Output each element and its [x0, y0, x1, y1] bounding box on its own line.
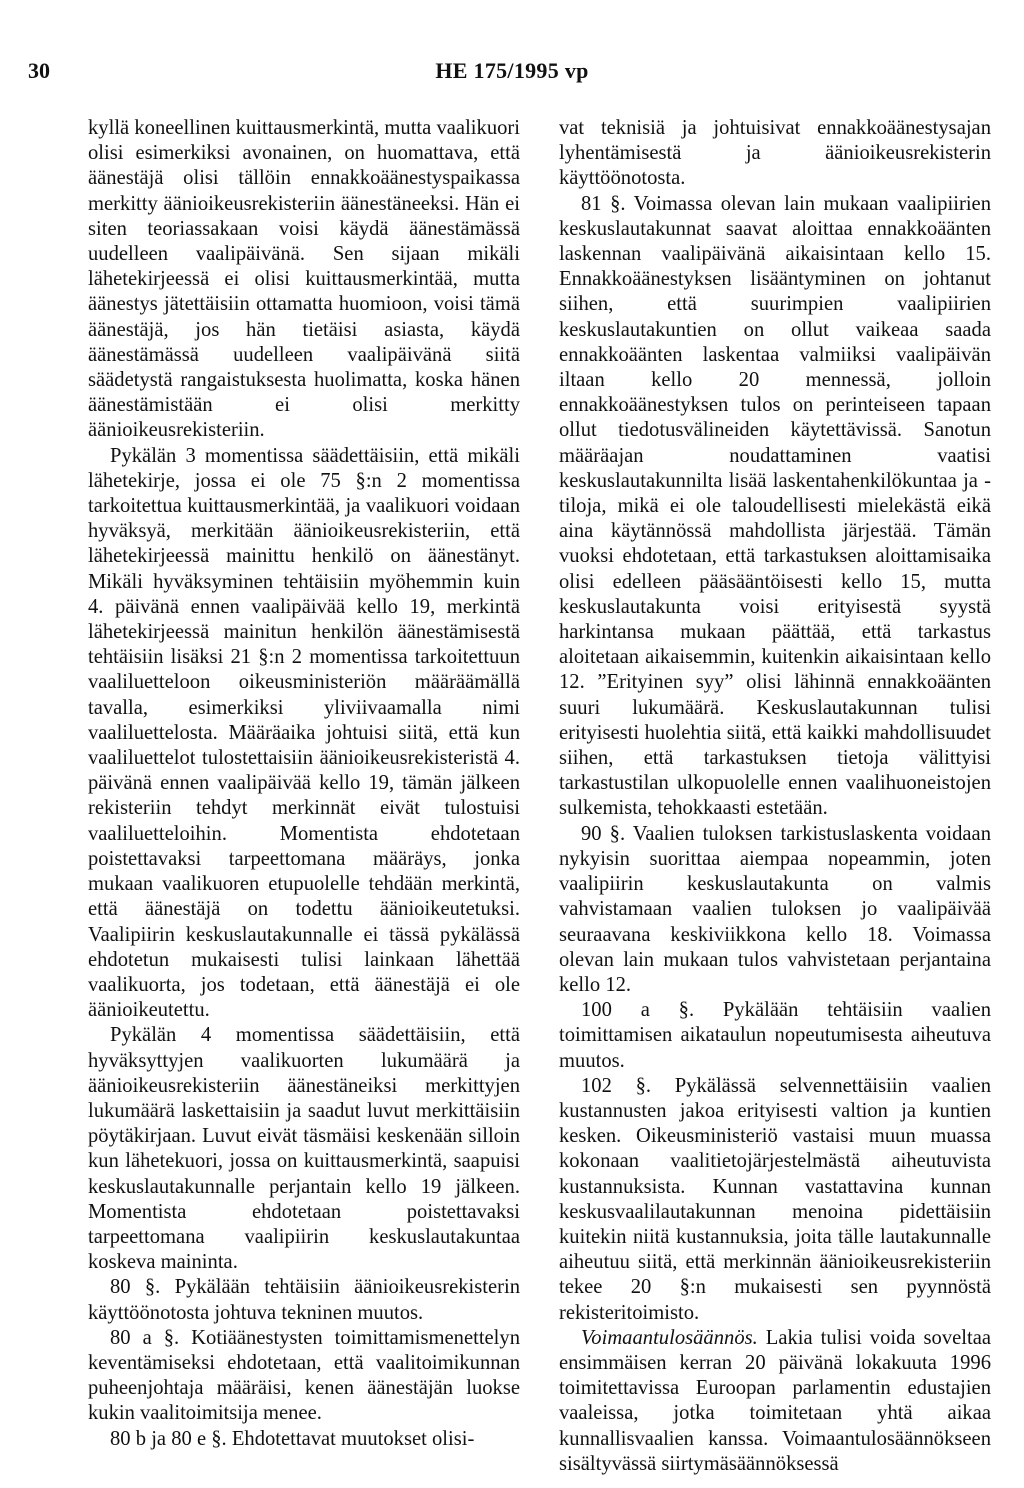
- left-text-column: [88, 116, 520, 1452]
- paragraph: 81 §. Voimassa olevan lain mukaan vaalipiirien keskuslautakunnat saavat aloittaa ennakkoäänten laskennan vaalipäivänä aikaisintaan kello 15. Ennakkoäänestyksen lisääntyminen on johtanut siihen, että suurimpien vaalipiirien keskuslautakuntien on ollut vaikeaa saada ennakkoäänten laskentaa valmiiksi vaalipäivän iltaan kello 20 mennessä, jolloin ennakkoäänestyksen tulos on perinteiseen tapaan ollut tiedotusvälineiden käytettävissä. Sanotun määräajan noudattaminen vaatisi keskuslautakunnilta lisää laskentahenkilökuntaa ja -tiloja, mikä ei ole taloudellisesti mielekästä eikä aina käytännössä mahdollista järjestää. Tämän vuoksi ehdotetaan, että tarkastuksen aloittamisaika olisi edelleen pääsääntöisesti kello 15, mutta keskuslautakunta voisi erityisestä syystä harkintansa mukaan päättää, että tarkastus aloitetaan aikaisemmin, kuitenkin aikaisintaan kello 12. ”Erityinen syy” olisi lähinnä ennakkoäänten suuri lukumäärä. Keskuslautakunnan tulisi erityisesti huolehtia siitä, että kaikki mahdollisuudet siihen, että tarkastuksen tietoja välittyisi tarkastustilan ulkopuolelle ennen vaalihuoneistojen sulkemista, tehokkaasti estetään.: [559, 192, 991, 820]
- right-text-column: [559, 116, 991, 1477]
- page-number: 30: [28, 58, 50, 83]
- paragraph: 90 §. Vaalien tuloksen tarkistuslaskenta voidaan nykyisin suorittaa aiempaa nopeammin, joten vaalipiirin keskuslautakunta on valmis vahvistamaan vaalien tuloksen jo vaalipäivää seuraavana keskiviikkona kello 18. Voimassa olevan lain mukaan tulos vahvistetaan perjantaina kello 12.: [559, 822, 991, 996]
- paragraph: Pykälän 3 momentissa säädettäisiin, että mikäli lähetekirje, jossa ei ole 75 §:n 2 momentissa tarkoitettua kuittausmerkintää, ja vaalikuori voidaan hyväksyä, merkitään äänioikeusrekisteriin, että lähetekirjeessä mainittu henkilö on äänestänyt. Mikäli hyväksyminen tehtäisiin myöhemmin kuin 4. päivänä ennen vaalipäivää kello 19, merkintä lähetekirjeessä mainitun henkilön äänestämisestä tehtäisiin lisäksi 21 §:n 2 momentissa tarkoitettuun vaaliluetteloon oikeusministeriön määräämällä tavalla, esimerkiksi yliviivaamalla nimi vaaliluettelosta. Määräaika johtuisi siitä, että kun vaaliluettelot tulostettaisiin äänioikeusrekisteristä 4. päivänä ennen vaalipäivää kello 19, tämän jälkeen rekisteriin tehdyt merkinnät eivät tulostuisi vaaliluetteloihin. Momentista ehdotetaan poistettavaksi tarpeettomana määräys, jonka mukaan vaalikuoren etupuolelle tehdään merkintä, että äänestäjä on todettu äänioikeutetuksi. Vaalipiirin keskuslautakunnalle ei tässä pykälässä ehdotetun mukaisesti tulisi lainkaan lähettää vaalikuorta, jos todetaan, että äänestäjä ei ole äänioikeutettu.: [88, 444, 520, 1022]
- paragraph-text: Lakia tulisi voida soveltaa ensimmäisen kerran 20 päivänä lokakuuta 1996 toimitettavissa Euroopan parlamentin edustajien vaaleissa, jotka toimitetaan yhtä aikaa kunnallisvaalien kanssa. Voimaantulosäännökseen sisältyvässä siirtymäsäännöksessä: [559, 1326, 991, 1475]
- paragraph: 102 §. Pykälässä selvennettäisiin vaalien kustannusten jakoa erityisesti valtion ja kuntien kesken. Oikeusministeriö vastaisi muun muassa kokonaan vaalitietojärjestelmästä aiheutuvista kustannuksista. Kunnan vastattavina kunnan keskusvaalilautakunnan menoina pidettäisiin kuitekin niitä kustannuksia, joita tälle lautakunnalle aiheutuu siitä, että merkinnän äänioikeusrekisteriin tekee 20 §:n mukaisesti sen pyynnöstä rekisteritoimisto.: [559, 1074, 991, 1324]
- paragraph: vat teknisiä ja johtuisivat ennakkoäänestysajan lyhentämisestä ja äänioikeusrekisterin käyttöönotosta.: [559, 117, 991, 190]
- paragraph: 100 a §. Pykälään tehtäisiin vaalien toimittamisen aikataulun nopeutumisesta aiheutuva muutos.: [559, 999, 991, 1072]
- paragraph: 80 b ja 80 e §. Ehdotettavat muutokset olisi-: [110, 1427, 475, 1450]
- section-lead-italic: Voimaantulosäännös.: [581, 1326, 758, 1349]
- paragraph: kyllä koneellinen kuittausmerkintä, mutta vaalikuori olisi esimerkiksi avonainen, on huomattava, että äänestäjä olisi tällöin ennakkoäänestyspaikassa merkitty äänioikeusrekisteriin äänestäneeksi. Hän ei siten teoriassakaan voisi käydä äänestämässä uudelleen vaalipäivänä. Sen sijaan mikäli lähetekirjeessä ei olisi kuittausmerkintää, mutta äänestys jätettäisiin ottamatta huomioon, voisi tämä äänestäjä, jos hän tietäisi asiasta, käydä äänestämässä uudelleen vaalipäivänä siitä säädetystä rangaistuksesta huolimatta, koska hänen äänestämistään ei olisi merkitty äänioikeusrekisteriin.: [88, 117, 520, 442]
- paragraph: 80 a §. Kotiäänestysten toimittamismenettelyn keventämiseksi ehdotetaan, että vaalitoimikunnan puheenjohtaja määräisi, kenen äänestäjän luokse kukin vaalitoimitsija menee.: [88, 1326, 520, 1425]
- document-title: HE 175/1995 vp: [435, 58, 589, 83]
- paragraph: 80 §. Pykälään tehtäisiin äänioikeusrekisterin käyttöönotosta johtuva tekninen muutos.: [88, 1276, 520, 1324]
- paragraph: [559, 1326, 991, 1477]
- paragraph: Pykälän 4 momentissa säädettäisiin, että hyväksyttyjen vaalikuorten lukumäärä ja äänioikeusrekisteriin äänestäneiksi merkittyjen lukumäärä laskettaisiin ja saadut luvut merkittäisiin pöytäkirjaan. Luvut eivät täsmäisi keskenään silloin kun lähetekuori, jossa on kuittausmerkintä, saapuisi keskuslautakunnalle perjantain kello 19 jälkeen. Momentista ehdotetaan poistettavaksi tarpeettomana vaalipiirin keskuslautakuntaa koskeva maininta.: [88, 1024, 520, 1274]
